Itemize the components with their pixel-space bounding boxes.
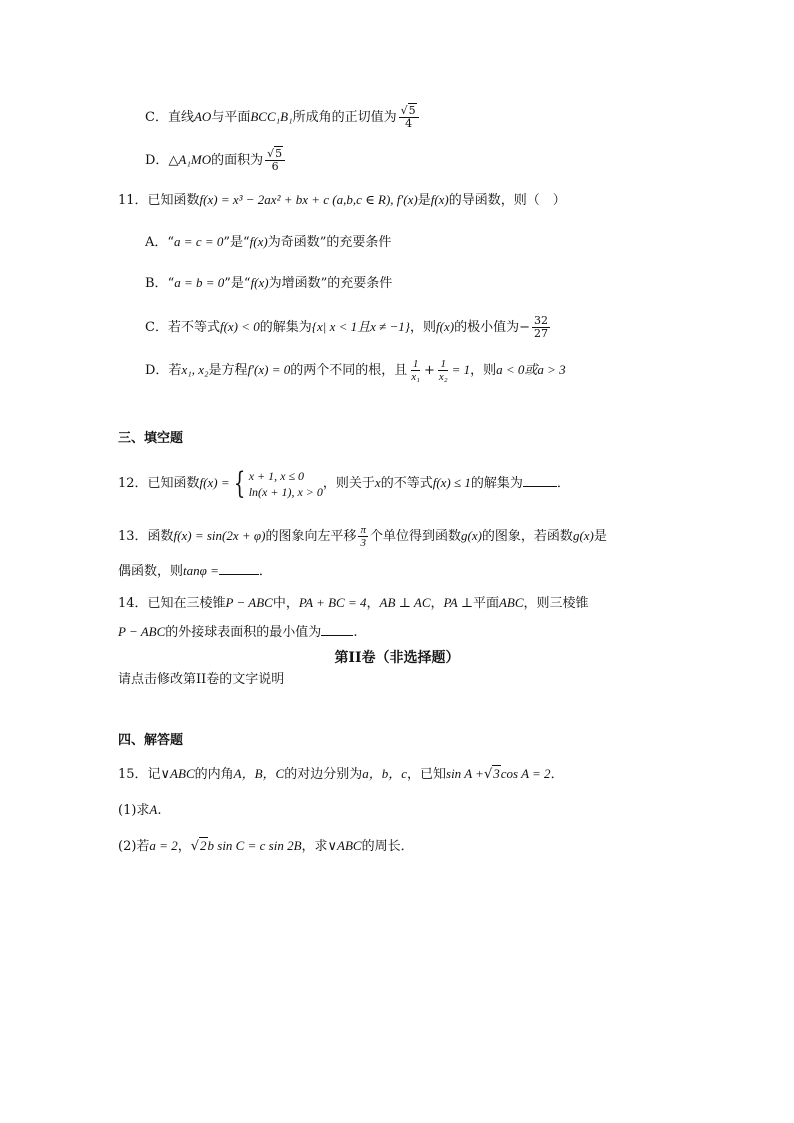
text: 13．函数 bbox=[118, 529, 174, 544]
case: ln(x + 1), x > 0 bbox=[248, 484, 323, 499]
math: cos A = 2 bbox=[500, 766, 551, 781]
math: A bbox=[149, 802, 158, 817]
math: ABC bbox=[498, 595, 524, 610]
math: PA + BC = 4 bbox=[298, 595, 367, 610]
math: a = c = 0 bbox=[174, 234, 224, 249]
fraction bbox=[358, 524, 368, 549]
text: 偶函数，则 bbox=[118, 564, 184, 579]
q13-line2 bbox=[118, 562, 272, 581]
option-label: D． bbox=[145, 153, 169, 168]
fraction bbox=[409, 358, 422, 383]
part-ii-title: 第II卷（非选择题） bbox=[334, 650, 460, 666]
case: x + 1, x ≤ 0 bbox=[248, 468, 305, 483]
math: a < 0或a > 3 bbox=[496, 362, 566, 377]
text: “ bbox=[167, 276, 175, 291]
frac-num: π bbox=[360, 524, 366, 536]
math: PA ⊥ bbox=[443, 595, 473, 610]
math: ∨ABC bbox=[327, 838, 362, 853]
text: − bbox=[519, 320, 530, 335]
fraction bbox=[437, 358, 450, 383]
frac-den: x₁ bbox=[411, 371, 420, 383]
frac-num: 32 bbox=[534, 314, 548, 327]
text: 的解集为 bbox=[470, 476, 523, 491]
frac-den: 27 bbox=[534, 327, 548, 340]
text: 15．记 bbox=[118, 767, 161, 782]
text: 的面积为 bbox=[211, 153, 264, 168]
math: f(x) < 0 bbox=[219, 319, 260, 334]
frac-num: 5 bbox=[408, 104, 416, 117]
text: 平面 bbox=[472, 596, 499, 611]
text: 12．已知函数 bbox=[118, 476, 200, 491]
q15-part1 bbox=[118, 801, 162, 820]
math: 3 bbox=[493, 766, 500, 781]
text: 中， bbox=[272, 596, 299, 611]
text: 的两个不同的根，且 bbox=[290, 363, 408, 378]
math: g(x) bbox=[572, 528, 594, 543]
frac-den: 3 bbox=[360, 537, 366, 549]
text: 的解集为 bbox=[259, 320, 312, 335]
math: P − ABC bbox=[118, 624, 166, 639]
math: sin A + bbox=[446, 766, 484, 781]
text: ”是“ bbox=[224, 276, 251, 291]
math: tanφ = bbox=[183, 563, 219, 578]
frac-den: 6 bbox=[271, 160, 279, 173]
option-label: B． bbox=[145, 276, 168, 291]
q14-line2 bbox=[118, 623, 357, 642]
q11-option-c bbox=[145, 315, 552, 340]
text: 的不等式 bbox=[380, 476, 433, 491]
text: (2)若 bbox=[118, 839, 150, 854]
math: f(x) bbox=[249, 234, 268, 249]
math: a = b = 0 bbox=[174, 275, 225, 290]
option-label: A． bbox=[145, 235, 168, 250]
math: AB ⊥ AC bbox=[379, 595, 431, 610]
text: + bbox=[423, 363, 435, 378]
q11-option-d bbox=[145, 358, 566, 383]
math: f(x) bbox=[430, 192, 449, 207]
text: 的图象向左平移 bbox=[265, 529, 357, 544]
section-title-fill-in: 三、填空题 bbox=[118, 431, 184, 446]
answer-blank[interactable] bbox=[321, 623, 353, 636]
q12 bbox=[118, 467, 570, 500]
text: . bbox=[157, 803, 162, 818]
text: 所成角的正切值为 bbox=[292, 110, 397, 125]
section-title-solve: 四、解答题 bbox=[118, 733, 184, 748]
math: AO bbox=[193, 109, 212, 124]
option-label: D． bbox=[145, 363, 169, 378]
text: 若不等式 bbox=[167, 320, 220, 335]
math: f′(x) = 0 bbox=[247, 362, 291, 377]
frac-num: 5 bbox=[275, 147, 283, 160]
frac-num: 1 bbox=[440, 358, 446, 370]
fraction bbox=[532, 315, 550, 340]
text: ”是“ bbox=[223, 235, 250, 250]
text: ，求 bbox=[301, 839, 328, 854]
text: 的周长． bbox=[361, 839, 414, 854]
q14-line1 bbox=[118, 594, 589, 613]
text: 的外接球表面积的最小值为 bbox=[165, 625, 322, 640]
math: f(x) = bbox=[199, 475, 230, 490]
text: ， bbox=[366, 596, 380, 611]
text: 14．已知在三棱锥 bbox=[118, 596, 226, 611]
text: 的极小值为 bbox=[454, 320, 520, 335]
math: BCC₁B₁ bbox=[250, 109, 293, 124]
text: 11．已知函数 bbox=[118, 193, 200, 208]
math: △A₁MO bbox=[168, 152, 212, 167]
answer-blank[interactable] bbox=[523, 474, 557, 487]
text: “ bbox=[167, 235, 175, 250]
text: 为奇函数”的充要条件 bbox=[267, 235, 392, 250]
text: ， bbox=[177, 839, 191, 854]
fraction: $\frac{√5}{4}$ bbox=[399, 105, 419, 130]
q11-option-a bbox=[145, 233, 391, 252]
option-label: C． bbox=[145, 110, 168, 125]
math: f(x) ≤ 1 bbox=[432, 475, 471, 490]
math: 2 bbox=[200, 838, 207, 853]
q10-option-d bbox=[145, 148, 287, 173]
text: 若 bbox=[168, 363, 182, 378]
math: a = 2 bbox=[149, 838, 178, 853]
text: ． bbox=[258, 564, 272, 579]
math: = 1 bbox=[451, 362, 471, 377]
text: 个单位得到函数 bbox=[369, 529, 461, 544]
text: ， bbox=[430, 596, 444, 611]
text: . bbox=[353, 625, 358, 640]
part-ii-note[interactable]: 请点击修改第II卷的文字说明 bbox=[118, 672, 285, 687]
q13-line1 bbox=[118, 524, 607, 549]
answer-blank[interactable] bbox=[219, 562, 259, 575]
fraction: $\frac{√5}{6}$ bbox=[265, 148, 285, 173]
math: f(x) = x³ − 2ax² + bx + c (a,b,c ∈ R), f′(x) bbox=[199, 192, 418, 207]
text: 与平面 bbox=[211, 110, 251, 125]
text: 是 bbox=[417, 193, 431, 208]
text: ，则关于 bbox=[322, 476, 375, 491]
math: A，B，C bbox=[233, 766, 285, 781]
text: (1)求 bbox=[118, 803, 150, 818]
text: 是 bbox=[593, 529, 607, 544]
text: 的对边分别为 bbox=[284, 767, 363, 782]
q11-option-b bbox=[145, 274, 392, 293]
frac-den: 4 bbox=[405, 117, 413, 130]
math: f(x) bbox=[250, 275, 269, 290]
math: f(x) bbox=[436, 319, 455, 334]
text: ，则三棱锥 bbox=[523, 596, 589, 611]
frac-den: x₂ bbox=[438, 371, 448, 383]
math: {x| x < 1且x ≠ −1} bbox=[311, 319, 411, 334]
math: b sin C = c sin 2B bbox=[207, 838, 302, 853]
text: ，则 bbox=[410, 320, 437, 335]
math: x bbox=[374, 475, 381, 490]
text: 是方程 bbox=[208, 363, 248, 378]
q10-option-c bbox=[145, 105, 421, 130]
frac-num: 1 bbox=[412, 358, 419, 370]
text: 为增函数”的充要条件 bbox=[268, 276, 393, 291]
option-label: C． bbox=[145, 320, 168, 335]
piecewise: { x + 1, x ≤ 0 ln(x + 1), x > 0 bbox=[233, 465, 323, 501]
math: g(x) bbox=[460, 528, 482, 543]
text: 的内角 bbox=[194, 767, 234, 782]
math: f(x) = sin(2x + φ) bbox=[173, 528, 266, 543]
text: ． bbox=[556, 476, 570, 491]
text: 的图象，若函数 bbox=[481, 529, 573, 544]
math: x₁, x₂ bbox=[181, 362, 209, 377]
text: 直线 bbox=[167, 110, 194, 125]
q11-stem bbox=[118, 191, 566, 210]
text: ． bbox=[550, 767, 564, 782]
text: ，已知 bbox=[407, 767, 447, 782]
math: a，b，c bbox=[362, 766, 407, 781]
q15-stem: 15．记∨ABC的内角A，B，C的对边分别为a，b，c，已知sin A +√3cos A = 2． bbox=[118, 766, 564, 782]
text: 的导函数，则（ ） bbox=[448, 193, 566, 208]
q15-part2: (2)若a = 2，√2b sin C = c sin 2B，求∨ABC的周长． bbox=[118, 838, 414, 854]
math: P − ABC bbox=[225, 595, 273, 610]
text: ，则 bbox=[470, 363, 497, 378]
math: ∨ABC bbox=[160, 766, 195, 781]
